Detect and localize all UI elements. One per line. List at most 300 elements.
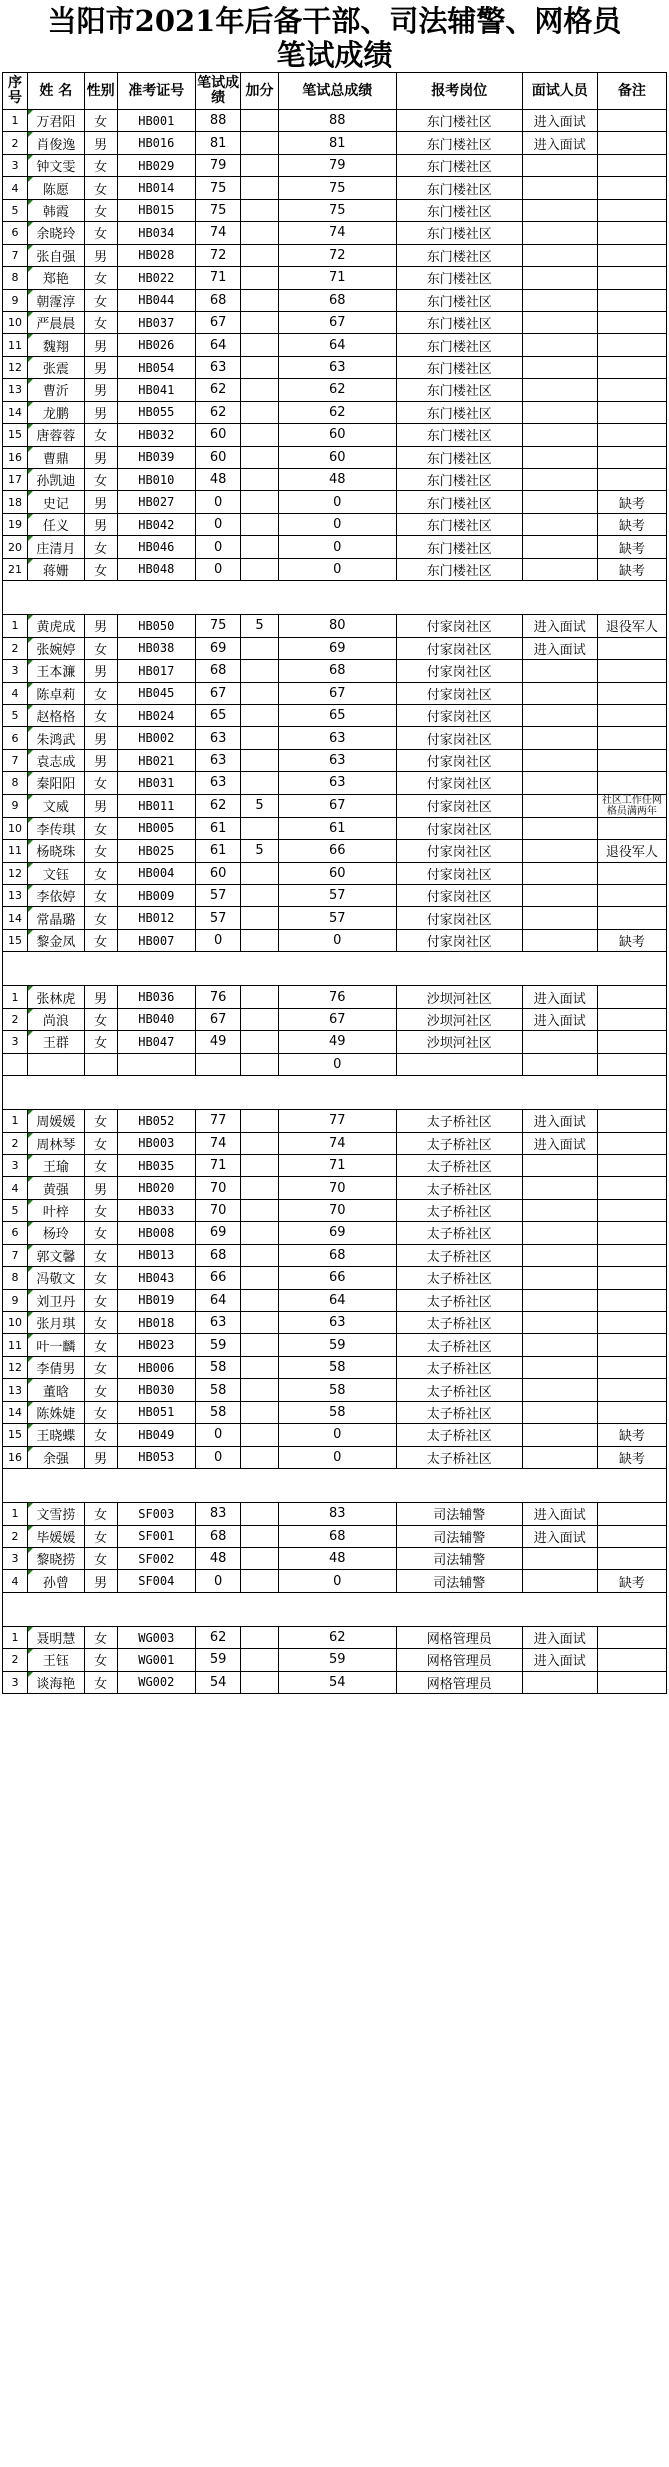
remark-cell <box>597 637 666 659</box>
table-row <box>3 1547 667 1569</box>
gender-cell: 女 <box>84 885 117 907</box>
post-cell: 付家岗社区 <box>396 794 522 817</box>
ticket-cell: HB035 <box>117 1154 195 1176</box>
interview-cell <box>522 727 597 749</box>
score-cell: 70 <box>195 1199 240 1221</box>
post-cell: 付家岗社区 <box>396 929 522 951</box>
total-cell: 54 <box>278 1671 396 1693</box>
bonus-cell <box>241 1525 278 1547</box>
name-cell: 严晨晨 <box>27 311 84 333</box>
gender-cell: 女 <box>84 1244 117 1266</box>
score-cell: 79 <box>195 154 240 176</box>
seq-cell: 10 <box>3 311 28 333</box>
ticket-cell: HB021 <box>117 749 195 771</box>
table-row <box>3 1110 667 1132</box>
name-cell: 谈海艳 <box>27 1671 84 1693</box>
total-cell: 58 <box>278 1401 396 1423</box>
seq-cell: 11 <box>3 840 28 862</box>
bonus-cell <box>241 469 278 491</box>
seq-cell: 13 <box>3 885 28 907</box>
remark-cell <box>597 1177 666 1199</box>
bonus-cell <box>241 401 278 423</box>
table-row <box>3 1379 667 1401</box>
gender-cell: 女 <box>84 1110 117 1132</box>
score-cell: 76 <box>195 986 240 1008</box>
remark-cell <box>597 682 666 704</box>
remark-cell: 缺考 <box>597 1570 666 1592</box>
total-cell: 88 <box>278 110 396 132</box>
header-total: 笔试总成绩 <box>278 73 396 110</box>
bonus-cell <box>241 1503 278 1525</box>
post-cell: 太子桥社区 <box>396 1177 522 1199</box>
ticket-cell: HB014 <box>117 177 195 199</box>
interview-cell <box>522 749 597 771</box>
gender-cell: 男 <box>84 334 117 356</box>
interview-cell <box>522 491 597 513</box>
table-row <box>3 424 667 446</box>
bonus-cell <box>241 446 278 468</box>
bonus-cell <box>241 660 278 682</box>
score-cell: 88 <box>195 110 240 132</box>
table-row <box>3 222 667 244</box>
gender-cell: 女 <box>84 1379 117 1401</box>
table-row <box>3 1132 667 1154</box>
seq-cell: 18 <box>3 491 28 513</box>
table-row <box>3 1031 667 1053</box>
name-cell: 叶一麟 <box>27 1334 84 1356</box>
bonus-cell: 5 <box>241 840 278 862</box>
name-cell: 李倩男 <box>27 1356 84 1378</box>
score-cell: 48 <box>195 1547 240 1569</box>
gender-cell: 男 <box>84 615 117 637</box>
table-row <box>3 660 667 682</box>
gender-cell: 女 <box>84 1525 117 1547</box>
seq-cell: 2 <box>3 1525 28 1547</box>
score-cell: 0 <box>195 1570 240 1592</box>
total-cell: 0 <box>278 558 396 580</box>
total-cell: 68 <box>278 289 396 311</box>
interview-cell: 进入面试 <box>522 637 597 659</box>
seq-cell: 3 <box>3 1547 28 1569</box>
total-cell: 0 <box>278 1570 396 1592</box>
separator-cell <box>3 1469 667 1503</box>
ticket-cell: HB054 <box>117 356 195 378</box>
seq-cell: 13 <box>3 379 28 401</box>
table-row <box>3 401 667 423</box>
remark-cell: 缺考 <box>597 536 666 558</box>
score-cell: 77 <box>195 1110 240 1132</box>
ticket-cell: HB044 <box>117 289 195 311</box>
seq-cell: 2 <box>3 1008 28 1030</box>
post-cell: 东门楼社区 <box>396 446 522 468</box>
score-cell: 59 <box>195 1334 240 1356</box>
total-cell: 63 <box>278 727 396 749</box>
total-cell: 63 <box>278 1312 396 1334</box>
bonus-cell <box>241 1267 278 1289</box>
gender-cell: 女 <box>84 424 117 446</box>
seq-cell: 1 <box>3 1503 28 1525</box>
name-cell: 聂明慧 <box>27 1626 84 1648</box>
bonus-cell <box>241 1244 278 1266</box>
bonus-cell <box>241 110 278 132</box>
total-cell: 58 <box>278 1379 396 1401</box>
name-cell: 钟文雯 <box>27 154 84 176</box>
bonus-cell <box>241 1031 278 1053</box>
score-cell: 0 <box>195 491 240 513</box>
header-ticket: 准考证号 <box>117 73 195 110</box>
seq-cell: 1 <box>3 1110 28 1132</box>
seq-cell: 14 <box>3 401 28 423</box>
interview-cell <box>522 929 597 951</box>
remark-cell <box>597 1503 666 1525</box>
table-body <box>3 110 667 1694</box>
total-cell: 63 <box>278 772 396 794</box>
ticket-cell: HB027 <box>117 491 195 513</box>
interview-cell <box>522 1154 597 1176</box>
remark-cell <box>597 154 666 176</box>
post-cell: 东门楼社区 <box>396 401 522 423</box>
gender-cell: 女 <box>84 177 117 199</box>
table-row <box>3 132 667 154</box>
total-cell: 70 <box>278 1199 396 1221</box>
bonus-cell: 5 <box>241 794 278 817</box>
post-cell: 付家岗社区 <box>396 660 522 682</box>
total-cell: 59 <box>278 1649 396 1671</box>
post-cell: 东门楼社区 <box>396 222 522 244</box>
seq-cell: 2 <box>3 1132 28 1154</box>
seq-cell: 3 <box>3 1031 28 1053</box>
total-cell: 48 <box>278 1547 396 1569</box>
score-cell: 48 <box>195 469 240 491</box>
interview-cell <box>522 177 597 199</box>
bonus-cell <box>241 1053 278 1075</box>
gender-cell: 男 <box>84 132 117 154</box>
score-cell: 75 <box>195 177 240 199</box>
remark-cell: 缺考 <box>597 929 666 951</box>
name-cell: 李依婷 <box>27 885 84 907</box>
name-cell: 文威 <box>27 794 84 817</box>
interview-cell <box>522 199 597 221</box>
header-gender: 性别 <box>84 73 117 110</box>
table-row <box>3 1525 667 1547</box>
remark-cell <box>597 1626 666 1648</box>
name-cell: 唐蓉蓉 <box>27 424 84 446</box>
post-cell: 付家岗社区 <box>396 907 522 929</box>
score-cell: 61 <box>195 840 240 862</box>
gender-cell: 女 <box>84 536 117 558</box>
post-cell: 东门楼社区 <box>396 334 522 356</box>
bonus-cell <box>241 1649 278 1671</box>
gender-cell: 男 <box>84 491 117 513</box>
score-cell: 60 <box>195 446 240 468</box>
seq-cell: 5 <box>3 199 28 221</box>
total-cell: 64 <box>278 1289 396 1311</box>
post-cell: 司法辅警 <box>396 1547 522 1569</box>
gender-cell: 女 <box>84 1312 117 1334</box>
total-cell: 75 <box>278 199 396 221</box>
total-cell: 69 <box>278 1222 396 1244</box>
seq-cell: 14 <box>3 907 28 929</box>
gender-cell: 女 <box>84 637 117 659</box>
interview-cell <box>522 1401 597 1423</box>
name-cell: 朱鸿武 <box>27 727 84 749</box>
bonus-cell <box>241 491 278 513</box>
interview-cell <box>522 1199 597 1221</box>
table-row <box>3 1267 667 1289</box>
interview-cell <box>522 772 597 794</box>
post-cell: 东门楼社区 <box>396 177 522 199</box>
name-cell: 郭文馨 <box>27 1244 84 1266</box>
post-cell: 太子桥社区 <box>396 1154 522 1176</box>
name-cell: 朝霪淳 <box>27 289 84 311</box>
seq-cell: 11 <box>3 334 28 356</box>
gender-cell: 男 <box>84 749 117 771</box>
ticket-cell: HB033 <box>117 1199 195 1221</box>
interview-cell <box>522 356 597 378</box>
score-cell: 63 <box>195 1312 240 1334</box>
bonus-cell <box>241 637 278 659</box>
remark-cell <box>597 267 666 289</box>
gender-cell: 女 <box>84 682 117 704</box>
interview-cell: 进入面试 <box>522 1503 597 1525</box>
ticket-cell: HB038 <box>117 637 195 659</box>
table-row <box>3 1570 667 1592</box>
group-separator <box>3 952 667 986</box>
remark-cell: 缺考 <box>597 1424 666 1446</box>
name-cell: 陈愿 <box>27 177 84 199</box>
interview-cell <box>522 1424 597 1446</box>
gender-cell: 女 <box>84 110 117 132</box>
bonus-cell <box>241 929 278 951</box>
remark-cell: 缺考 <box>597 491 666 513</box>
ticket-cell: WG003 <box>117 1626 195 1648</box>
interview-cell <box>522 862 597 884</box>
bonus-cell <box>241 356 278 378</box>
total-cell: 80 <box>278 615 396 637</box>
seq-cell: 6 <box>3 222 28 244</box>
table-row <box>3 1649 667 1671</box>
interview-cell <box>522 817 597 839</box>
total-cell: 64 <box>278 334 396 356</box>
post-cell: 东门楼社区 <box>396 491 522 513</box>
table-row <box>3 536 667 558</box>
score-cell: 0 <box>195 536 240 558</box>
table-row <box>3 772 667 794</box>
ticket-cell: HB050 <box>117 615 195 637</box>
seq-cell: 12 <box>3 356 28 378</box>
table-row <box>3 907 667 929</box>
name-cell: 肖俊逸 <box>27 132 84 154</box>
name-cell: 余强 <box>27 1446 84 1468</box>
bonus-cell <box>241 244 278 266</box>
post-cell: 付家岗社区 <box>396 749 522 771</box>
gender-cell: 男 <box>84 986 117 1008</box>
bonus-cell <box>241 222 278 244</box>
total-cell: 63 <box>278 356 396 378</box>
ticket-cell: HB022 <box>117 267 195 289</box>
post-cell: 东门楼社区 <box>396 558 522 580</box>
gender-cell: 女 <box>84 1626 117 1648</box>
table-row <box>3 1154 667 1176</box>
table-row <box>3 637 667 659</box>
table-row <box>3 469 667 491</box>
seq-cell: 4 <box>3 1177 28 1199</box>
post-cell: 沙坝河社区 <box>396 1031 522 1053</box>
ticket-cell: HB011 <box>117 794 195 817</box>
gender-cell: 女 <box>84 1671 117 1693</box>
remark-cell <box>597 1199 666 1221</box>
gender-cell: 男 <box>84 401 117 423</box>
gender-cell: 男 <box>84 794 117 817</box>
name-cell: 陈姝婕 <box>27 1401 84 1423</box>
score-cell: 63 <box>195 356 240 378</box>
score-cell: 75 <box>195 199 240 221</box>
ticket-cell: HB043 <box>117 1267 195 1289</box>
group-separator <box>3 581 667 615</box>
ticket-cell: HB029 <box>117 154 195 176</box>
total-cell: 57 <box>278 907 396 929</box>
bonus-cell <box>241 986 278 1008</box>
name-cell: 魏翔 <box>27 334 84 356</box>
remark-cell <box>597 424 666 446</box>
seq-cell: 4 <box>3 177 28 199</box>
post-cell: 太子桥社区 <box>396 1379 522 1401</box>
remark-cell <box>597 772 666 794</box>
interview-cell <box>522 1570 597 1592</box>
total-cell: 70 <box>278 1177 396 1199</box>
score-cell: 68 <box>195 1244 240 1266</box>
post-cell: 太子桥社区 <box>396 1424 522 1446</box>
total-cell: 66 <box>278 840 396 862</box>
interview-cell: 进入面试 <box>522 1649 597 1671</box>
gender-cell: 男 <box>84 446 117 468</box>
ticket-cell <box>117 1053 195 1075</box>
gender-cell: 男 <box>84 379 117 401</box>
total-cell: 75 <box>278 177 396 199</box>
table-row <box>3 356 667 378</box>
total-cell: 67 <box>278 311 396 333</box>
ticket-cell: HB023 <box>117 1334 195 1356</box>
group-separator <box>3 1592 667 1626</box>
score-cell: 69 <box>195 1222 240 1244</box>
total-cell: 60 <box>278 862 396 884</box>
interview-cell <box>522 244 597 266</box>
remark-cell <box>597 132 666 154</box>
total-cell: 74 <box>278 1132 396 1154</box>
name-cell: 孙凯迪 <box>27 469 84 491</box>
separator-cell <box>3 952 667 986</box>
interview-cell <box>522 446 597 468</box>
remark-cell <box>597 199 666 221</box>
bonus-cell <box>241 907 278 929</box>
bonus-cell <box>241 1312 278 1334</box>
bonus-cell <box>241 177 278 199</box>
gender-cell: 女 <box>84 1649 117 1671</box>
interview-cell: 进入面试 <box>522 615 597 637</box>
post-cell: 东门楼社区 <box>396 311 522 333</box>
ticket-cell: WG002 <box>117 1671 195 1693</box>
name-cell: 文雪捞 <box>27 1503 84 1525</box>
interview-cell <box>522 222 597 244</box>
bonus-cell <box>241 1199 278 1221</box>
header-interview: 面试人员 <box>522 73 597 110</box>
table-row <box>3 727 667 749</box>
interview-cell <box>522 469 597 491</box>
gender-cell: 女 <box>84 840 117 862</box>
ticket-cell: HB015 <box>117 199 195 221</box>
ticket-cell: SF001 <box>117 1525 195 1547</box>
score-cell: 57 <box>195 907 240 929</box>
bonus-cell <box>241 1401 278 1423</box>
post-cell: 太子桥社区 <box>396 1199 522 1221</box>
bonus-cell <box>241 1289 278 1311</box>
interview-cell: 进入面试 <box>522 1008 597 1030</box>
seq-cell: 21 <box>3 558 28 580</box>
post-cell: 东门楼社区 <box>396 356 522 378</box>
ticket-cell: HB039 <box>117 446 195 468</box>
table-row <box>3 794 667 817</box>
seq-cell: 1 <box>3 986 28 1008</box>
name-cell: 万君阳 <box>27 110 84 132</box>
name-cell: 黎金凤 <box>27 929 84 951</box>
total-cell: 61 <box>278 817 396 839</box>
gender-cell: 女 <box>84 1199 117 1221</box>
total-cell: 59 <box>278 1334 396 1356</box>
score-cell: 70 <box>195 1177 240 1199</box>
table-row <box>3 177 667 199</box>
gender-cell: 女 <box>84 817 117 839</box>
name-cell: 韩霞 <box>27 199 84 221</box>
gender-cell: 男 <box>84 1446 117 1468</box>
bonus-cell <box>241 289 278 311</box>
gender-cell: 女 <box>84 1154 117 1176</box>
total-cell: 67 <box>278 794 396 817</box>
gender-cell: 女 <box>84 267 117 289</box>
score-cell: 64 <box>195 1289 240 1311</box>
bonus-cell <box>241 1177 278 1199</box>
interview-cell <box>522 794 597 817</box>
remark-cell <box>597 446 666 468</box>
post-cell: 东门楼社区 <box>396 267 522 289</box>
post-cell: 太子桥社区 <box>396 1356 522 1378</box>
ticket-cell: HB013 <box>117 1244 195 1266</box>
seq-cell: 6 <box>3 727 28 749</box>
score-cell: 68 <box>195 1525 240 1547</box>
interview-cell <box>522 704 597 726</box>
name-cell: 冯敬文 <box>27 1267 84 1289</box>
table-row <box>3 862 667 884</box>
name-cell: 王群 <box>27 1031 84 1053</box>
table-header <box>3 73 667 110</box>
ticket-cell: HB053 <box>117 1446 195 1468</box>
remark-cell <box>597 379 666 401</box>
seq-cell: 17 <box>3 469 28 491</box>
score-table <box>2 72 667 1694</box>
ticket-cell: HB001 <box>117 110 195 132</box>
score-cell: 68 <box>195 660 240 682</box>
gender-cell: 男 <box>84 244 117 266</box>
interview-cell: 进入面试 <box>522 1525 597 1547</box>
name-cell: 张林虎 <box>27 986 84 1008</box>
gender-cell: 男 <box>84 1570 117 1592</box>
ticket-cell: HB055 <box>117 401 195 423</box>
post-cell: 司法辅警 <box>396 1503 522 1525</box>
total-cell: 62 <box>278 379 396 401</box>
table-row <box>3 1356 667 1378</box>
total-cell: 57 <box>278 885 396 907</box>
seq-cell: 2 <box>3 1649 28 1671</box>
remark-cell: 退役军人 <box>597 615 666 637</box>
